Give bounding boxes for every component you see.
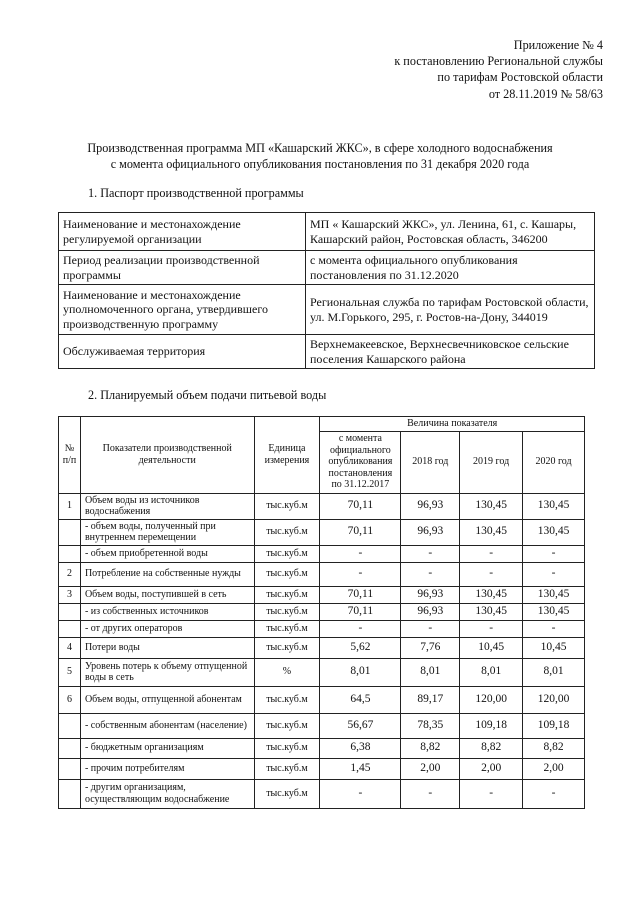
water-volume-table bbox=[58, 416, 585, 809]
row-value-2019: 10,45 bbox=[460, 637, 523, 658]
table-row bbox=[59, 686, 585, 713]
row-num: 1 bbox=[59, 493, 81, 519]
header-2019: 2019 год bbox=[460, 431, 523, 493]
row-value-2019: 130,45 bbox=[460, 519, 523, 545]
table-row bbox=[59, 758, 585, 779]
row-num bbox=[59, 603, 81, 620]
row-value-period: 70,11 bbox=[320, 586, 401, 603]
row-num bbox=[59, 779, 81, 808]
row-value-2018: 96,93 bbox=[401, 493, 460, 519]
appendix-line-4: от 28.11.2019 № 58/63 bbox=[488, 86, 603, 101]
row-indicator: - бюджетным организациям bbox=[80, 738, 254, 758]
passport-label: Наименование и местонахождение регулируемой организации bbox=[59, 213, 306, 251]
row-unit: тыс.куб.м bbox=[254, 519, 320, 545]
table-row bbox=[59, 779, 585, 808]
row-unit: тыс.куб.м bbox=[254, 738, 320, 758]
row-indicator: Уровень потерь к объему отпущенной воды в сеть bbox=[80, 658, 254, 686]
row-unit: тыс.куб.м bbox=[254, 713, 320, 738]
header-indicator: Показатели производственной деятельности bbox=[80, 417, 254, 494]
row-value-2019: 109,18 bbox=[460, 713, 523, 738]
appendix-block bbox=[394, 37, 603, 102]
row-value-2019: - bbox=[460, 620, 523, 637]
row-value-2019: 8,01 bbox=[460, 658, 523, 686]
row-indicator: - прочим потребителям bbox=[80, 758, 254, 779]
row-value-period: 70,11 bbox=[320, 519, 401, 545]
row-value-period: 1,45 bbox=[320, 758, 401, 779]
row-value-2019: - bbox=[460, 779, 523, 808]
row-num: 6 bbox=[59, 686, 81, 713]
row-value-period: - bbox=[320, 545, 401, 562]
row-value-2018: 8,01 bbox=[401, 658, 460, 686]
row-value-2018: 2,00 bbox=[401, 758, 460, 779]
row-num bbox=[59, 519, 81, 545]
row-indicator: - из собственных источников bbox=[80, 603, 254, 620]
row-value-2020: - bbox=[523, 620, 585, 637]
row-indicator: - другим организациям, осуществляющим водоснабжение bbox=[80, 779, 254, 808]
header-2018: 2018 год bbox=[401, 431, 460, 493]
row-unit: тыс.куб.м bbox=[254, 586, 320, 603]
row-value-period: 8,01 bbox=[320, 658, 401, 686]
row-value-period: 5,62 bbox=[320, 637, 401, 658]
table-row bbox=[59, 713, 585, 738]
row-value-period: 70,11 bbox=[320, 603, 401, 620]
row-value-2019: 130,45 bbox=[460, 493, 523, 519]
table-row bbox=[59, 738, 585, 758]
document-title bbox=[40, 141, 600, 172]
header-period: с момента официального опубликования постановления по 31.12.2017 bbox=[320, 431, 401, 493]
row-value-2020: 130,45 bbox=[523, 519, 585, 545]
table-row bbox=[59, 493, 585, 519]
header-2020: 2020 год bbox=[523, 431, 585, 493]
row-value-2018: 89,17 bbox=[401, 686, 460, 713]
passport-row bbox=[59, 285, 595, 335]
row-unit: тыс.куб.м bbox=[254, 620, 320, 637]
row-value-2018: - bbox=[401, 779, 460, 808]
row-value-2020: 120,00 bbox=[523, 686, 585, 713]
row-indicator: Объем воды из источников водоснабжения bbox=[80, 493, 254, 519]
row-value-2019: - bbox=[460, 562, 523, 586]
row-indicator: Объем воды, отпущенной абонентам bbox=[80, 686, 254, 713]
passport-label: Обслуживаемая территория bbox=[59, 335, 306, 369]
passport-label: Период реализации производственной программы bbox=[59, 251, 306, 285]
row-unit: тыс.куб.м bbox=[254, 637, 320, 658]
row-value-2018: - bbox=[401, 620, 460, 637]
table-row bbox=[59, 603, 585, 620]
row-unit: тыс.куб.м bbox=[254, 545, 320, 562]
row-unit: тыс.куб.м bbox=[254, 758, 320, 779]
row-value-2018: 78,35 bbox=[401, 713, 460, 738]
row-value-2020: 10,45 bbox=[523, 637, 585, 658]
row-value-period: - bbox=[320, 779, 401, 808]
title-line-1: Производственная программа МП «Кашарский ЖКС», в сфере холодного водоснабжения bbox=[87, 141, 553, 155]
row-num bbox=[59, 713, 81, 738]
appendix-line-3: по тарифам Ростовской области bbox=[437, 70, 603, 85]
row-unit: тыс.куб.м bbox=[254, 779, 320, 808]
passport-value: Верхнемакеевское, Верхнесвечниковское сельские поселения Кашарского района bbox=[306, 335, 595, 369]
row-indicator: Потребление на собственные нужды bbox=[80, 562, 254, 586]
row-value-2020: 2,00 bbox=[523, 758, 585, 779]
passport-row bbox=[59, 251, 595, 285]
header-row bbox=[59, 417, 585, 432]
section-1-heading: 1. Паспорт производственной программы bbox=[88, 186, 304, 200]
row-value-2019: 2,00 bbox=[460, 758, 523, 779]
row-num bbox=[59, 738, 81, 758]
passport-value: с момента официального опубликования постановления по 31.12.2020 bbox=[306, 251, 595, 285]
row-indicator: - собственным абонентам (население) bbox=[80, 713, 254, 738]
row-indicator: - объем воды, полученный при внутреннем перемещении bbox=[80, 519, 254, 545]
row-value-2020: 130,45 bbox=[523, 493, 585, 519]
row-value-2019: 130,45 bbox=[460, 586, 523, 603]
passport-label: Наименование и местонахождение уполномоченного органа, утвердившего производственную программу bbox=[59, 285, 306, 335]
row-value-period: 70,11 bbox=[320, 493, 401, 519]
row-indicator: - объем приобретенной воды bbox=[80, 545, 254, 562]
row-indicator: Объем воды, поступившей в сеть bbox=[80, 586, 254, 603]
row-value-2018: 8,82 bbox=[401, 738, 460, 758]
row-value-period: 64,5 bbox=[320, 686, 401, 713]
table-row bbox=[59, 586, 585, 603]
row-value-period: - bbox=[320, 562, 401, 586]
row-num: 4 bbox=[59, 637, 81, 658]
row-value-2020: - bbox=[523, 545, 585, 562]
table-row bbox=[59, 545, 585, 562]
row-value-2020: 8,01 bbox=[523, 658, 585, 686]
table-row bbox=[59, 519, 585, 545]
table-row bbox=[59, 658, 585, 686]
header-num: № п/п bbox=[59, 417, 81, 494]
row-value-2020: 109,18 bbox=[523, 713, 585, 738]
row-value-2020: 130,45 bbox=[523, 603, 585, 620]
row-unit: % bbox=[254, 658, 320, 686]
row-value-2020: - bbox=[523, 779, 585, 808]
section-2-heading: 2. Планируемый объем подачи питьевой воды bbox=[88, 388, 327, 402]
table-body bbox=[59, 493, 585, 808]
passport-value: Региональная служба по тарифам Ростовской области, ул. М.Горького, 295, г. Ростов-на-Дону, 344019 bbox=[306, 285, 595, 335]
row-num: 3 bbox=[59, 586, 81, 603]
row-indicator: Потери воды bbox=[80, 637, 254, 658]
row-indicator: - от других операторов bbox=[80, 620, 254, 637]
row-value-2018: 7,76 bbox=[401, 637, 460, 658]
header-unit: Единица измерения bbox=[254, 417, 320, 494]
row-value-2020: 130,45 bbox=[523, 586, 585, 603]
row-value-2019: - bbox=[460, 545, 523, 562]
passport-value: МП « Кашарский ЖКС», ул. Ленина, 61, с. Кашары, Кашарский район, Ростовская область, 346200 bbox=[306, 213, 595, 251]
row-value-period: - bbox=[320, 620, 401, 637]
row-value-period: 56,67 bbox=[320, 713, 401, 738]
row-num: 5 bbox=[59, 658, 81, 686]
appendix-line-2: к постановлению Региональной службы bbox=[394, 54, 603, 69]
row-unit: тыс.куб.м bbox=[254, 603, 320, 620]
appendix-line-1: Приложение № 4 bbox=[513, 38, 603, 52]
table-row bbox=[59, 637, 585, 658]
row-value-2018: 96,93 bbox=[401, 519, 460, 545]
row-unit: тыс.куб.м bbox=[254, 686, 320, 713]
row-value-2019: 120,00 bbox=[460, 686, 523, 713]
header-value-group: Величина показателя bbox=[320, 417, 585, 432]
row-unit: тыс.куб.м bbox=[254, 493, 320, 519]
passport-row bbox=[59, 335, 595, 369]
row-value-2018: - bbox=[401, 545, 460, 562]
row-value-2018: - bbox=[401, 562, 460, 586]
row-num: 2 bbox=[59, 562, 81, 586]
title-line-2: с момента официального опубликования постановления по 31 декабря 2020 года bbox=[110, 156, 530, 171]
row-value-2019: 8,82 bbox=[460, 738, 523, 758]
row-num bbox=[59, 758, 81, 779]
row-value-2018: 96,93 bbox=[401, 603, 460, 620]
row-num bbox=[59, 545, 81, 562]
row-value-2020: - bbox=[523, 562, 585, 586]
table-row bbox=[59, 562, 585, 586]
row-value-period: 6,38 bbox=[320, 738, 401, 758]
row-unit: тыс.куб.м bbox=[254, 562, 320, 586]
passport-row bbox=[59, 213, 595, 251]
row-value-2020: 8,82 bbox=[523, 738, 585, 758]
table-row bbox=[59, 620, 585, 637]
row-value-2018: 96,93 bbox=[401, 586, 460, 603]
row-value-2019: 130,45 bbox=[460, 603, 523, 620]
passport-table bbox=[58, 212, 595, 369]
row-num bbox=[59, 620, 81, 637]
